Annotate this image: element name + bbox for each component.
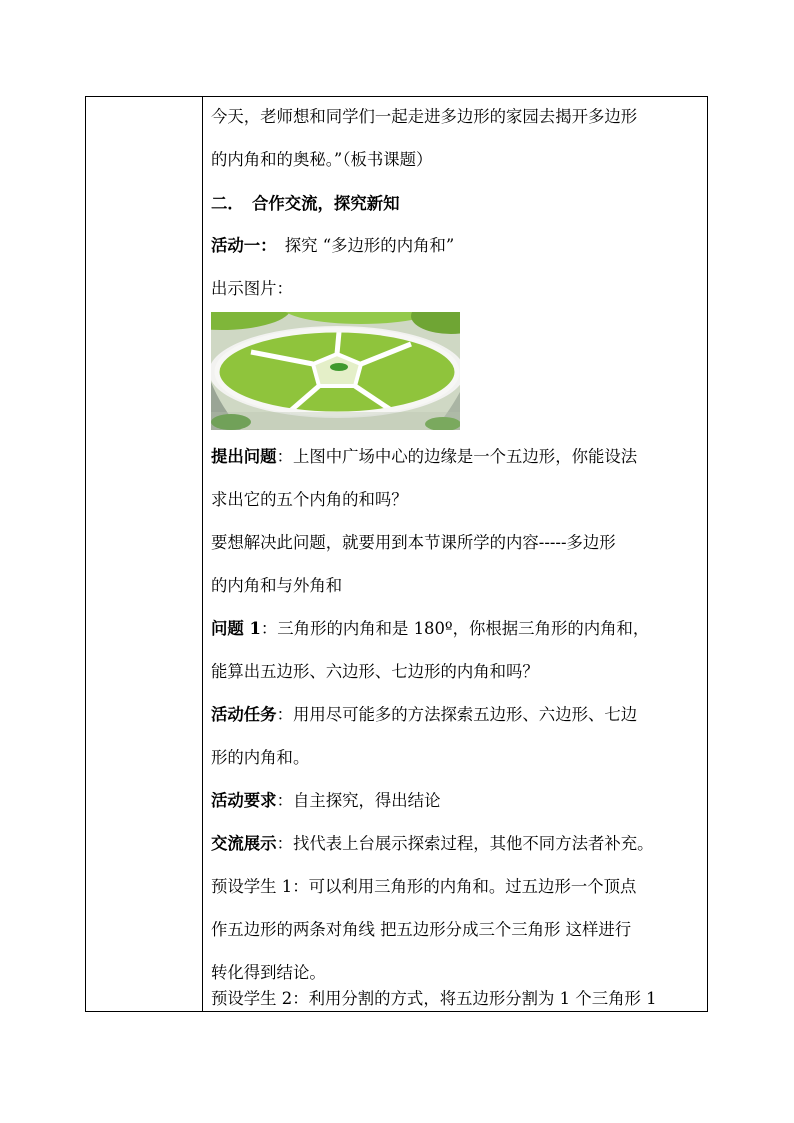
right-column bbox=[203, 97, 707, 1011]
lesson-table bbox=[85, 96, 708, 1012]
text-line: 求出它的五个内角的和吗？ bbox=[211, 490, 408, 509]
showcase-text: ：找代表上台展示探索过程，其他不同方法者补充。 bbox=[276, 834, 654, 853]
problem-one-line bbox=[211, 619, 649, 639]
plaza-photo bbox=[211, 312, 460, 430]
text-line: 形的内角和。 bbox=[211, 748, 310, 767]
task-line bbox=[211, 705, 637, 725]
showcase-label: 交流展示 bbox=[211, 834, 277, 853]
text-line: 预设学生 2：利用分割的方式，将五边形分割为 1 个三角形 1 bbox=[211, 989, 657, 1008]
problem-one-text: ：三角形的内角和是 180º，你根据三角形的内角和， bbox=[260, 619, 650, 638]
activity-one-label: 活动一： bbox=[211, 236, 269, 255]
left-column bbox=[86, 97, 203, 1011]
text-line: 的内角和与外角和 bbox=[211, 576, 343, 595]
requirement-line bbox=[211, 791, 440, 811]
text-line: 转化得到结论。 bbox=[211, 963, 326, 982]
task-text: ：用用尽可能多的方法探索五边形、六边形、七边 bbox=[276, 705, 638, 724]
requirement-label: 活动要求 bbox=[211, 791, 277, 810]
text-line: 要想解决此问题，就要用到本节课所学的内容-----多边形 bbox=[211, 533, 616, 552]
question-text: ：上图中广场中心的边缘是一个五边形，你能设法 bbox=[276, 447, 638, 466]
requirement-text: ：自主探究，得出结论 bbox=[276, 791, 441, 810]
showcase-line bbox=[211, 834, 654, 854]
text-line: 出示图片： bbox=[211, 279, 293, 298]
question-line bbox=[211, 447, 637, 467]
text-line: 今天，老师想和同学们一起走进多边形的家园去揭开多边形 bbox=[211, 107, 638, 126]
activity-one-text: 探究 “多边形的内角和” bbox=[268, 236, 455, 255]
task-label: 活动任务 bbox=[211, 705, 277, 724]
text-line: 预设学生 1：可以利用三角形的内角和。过五边形一个顶点 bbox=[211, 877, 637, 896]
text-line: 作五边形的两条对角线 把五边形分成三个三角形 这样进行 bbox=[211, 920, 632, 939]
text-line: 的内角和的奥秘。”（板书课题） bbox=[211, 150, 433, 169]
activity-one bbox=[211, 236, 454, 256]
problem-one-label: 问题 1 bbox=[211, 619, 261, 638]
question-label: 提出问题 bbox=[211, 447, 277, 466]
text-line: 能算出五边形、六边形、七边形的内角和吗？ bbox=[211, 662, 539, 681]
section-heading: 二． 合作交流，探究新知 bbox=[211, 194, 400, 213]
